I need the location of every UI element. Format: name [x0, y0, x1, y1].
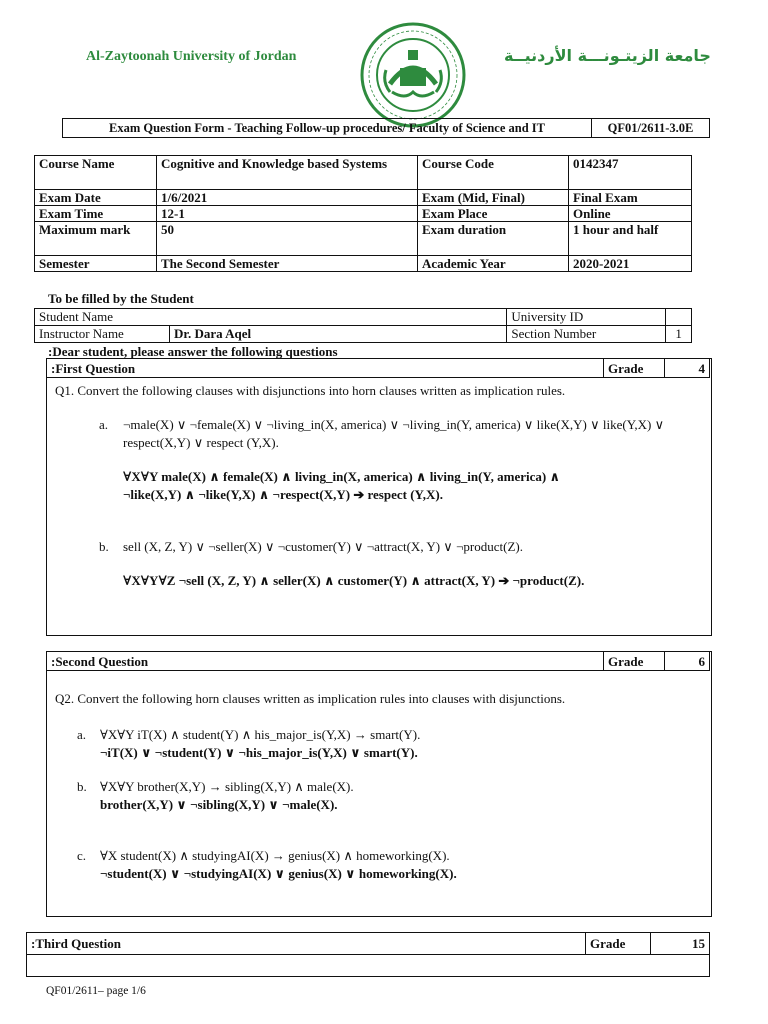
academic-year-label: Academic Year [418, 256, 569, 272]
exam-info-table [34, 155, 692, 272]
university-name-english: Al-Zaytoonah University of Jordan [86, 49, 297, 64]
exam-place-value: Online [569, 206, 692, 222]
course-code-value: 0142347 [569, 156, 692, 190]
third-question-grade-label: Grade [586, 933, 651, 955]
q1-b-marker: b. [99, 539, 109, 554]
university-id-field[interactable] [666, 309, 692, 326]
q1-prompt: Q1. Convert the following clauses with disjunctions into horn clauses written as implication rules. [55, 383, 566, 398]
second-question-title: :Second Question [47, 652, 604, 671]
q2-b-marker: b. [77, 779, 87, 794]
exam-type-label: Exam (Mid, Final) [418, 190, 569, 206]
section-number-value: 1 [666, 326, 692, 343]
university-id-label: University ID [507, 309, 666, 326]
academic-year-value: 2020-2021 [569, 256, 692, 272]
exam-date-label: Exam Date [35, 190, 157, 206]
q1-b-answer: ∀X∀Y∀Z ¬sell (X, Z, Y) ∧ seller(X) ∧ customer(Y) ∧ attract(X, Y) ➔ ¬product(Z). [123, 573, 585, 588]
instructions-text: :Dear student, please answer the following questions [48, 344, 338, 359]
student-name-label: Student Name [35, 309, 507, 326]
third-question-table [26, 932, 710, 977]
maximum-mark-value: 50 [157, 222, 418, 256]
q2-a-answer: ¬iT(X) ∨ ¬student(Y) ∨ ¬his_major_is(Y,X) ∨ smart(Y). [100, 745, 418, 760]
exam-time-label: Exam Time [35, 206, 157, 222]
maximum-mark-label: Maximum mark [35, 222, 157, 256]
q1-a-marker: a. [99, 417, 109, 432]
q2-b-answer: brother(X,Y) ∨ ¬sibling(X,Y) ∨ ¬male(X). [100, 797, 338, 812]
second-question-header [46, 651, 710, 671]
exam-date-value: 1/6/2021 [157, 190, 418, 206]
second-question-grade-value: 6 [665, 652, 710, 671]
page-footer: QF01/2611– page 1/6 [46, 985, 146, 997]
second-question-grade-label: Grade [604, 652, 665, 671]
q2-b-clause: ∀X∀Y brother(X,Y) → sibling(X,Y) ∧ male(X). [100, 779, 354, 794]
course-name-label: Course Name [35, 156, 157, 190]
q1-b-clause: sell (X, Z, Y) ∨ ¬seller(X) ∨ ¬customer(Y) ∨ ¬attract(X, Y) ∨ ¬product(Z). [123, 539, 523, 554]
q1-a-answer-line1: ∀X∀Y male(X) ∧ female(X) ∧ living_in(X, america) ∧ living_in(Y, america) ∧ [123, 469, 561, 484]
exam-time-value: 12-1 [157, 206, 418, 222]
q2-c-clause: ∀X student(X) ∧ studyingAI(X) → genius(X) ∧ homeworking(X). [100, 848, 450, 863]
exam-type-value: Final Exam [569, 190, 692, 206]
q2-c-marker: c. [77, 848, 87, 863]
section-number-label: Section Number [507, 326, 666, 343]
instructor-name-value: Dr. Dara Aqel [170, 326, 507, 343]
q1-a-clause: ¬male(X) ∨ ¬female(X) ∨ ¬living_in(X, america) ∨ ¬living_in(Y, america) ∨ like(X,Y) ∨ like(Y,X) ∨ respect(X,Y) ∨ respect (Y,X). [123, 417, 665, 450]
university-name-arabic: جامعة الزيتـونـــة الأردنيــة [504, 46, 711, 65]
exam-duration-value: 1 hour and half [569, 222, 692, 256]
q1-a-answer-line2: ¬like(X,Y) ∧ ¬like(Y,X) ∧ ¬respect(X,Y) ➔ respect (Y,X). [123, 487, 443, 502]
student-section-heading: To be filled by the Student [48, 291, 194, 306]
first-question-header [46, 358, 710, 378]
q2-a-clause: ∀X∀Y iT(X) ∧ student(Y) ∧ his_major_is(Y,X) → smart(Y). [100, 727, 421, 742]
course-code-label: Course Code [418, 156, 569, 190]
third-question-grade-value: 15 [651, 933, 710, 955]
exam-duration-label: Exam duration [418, 222, 569, 256]
third-question-title: :Third Question [27, 933, 586, 955]
form-title-table [62, 118, 710, 138]
q2-a-marker: a. [77, 727, 87, 742]
student-info-table [34, 308, 692, 343]
course-name-value: Cognitive and Knowledge based Systems [157, 156, 418, 190]
instructor-name-label: Instructor Name [35, 326, 170, 343]
university-logo [360, 22, 466, 128]
form-code: QF01/2611-3.0E [592, 119, 710, 138]
first-question-grade-value: 4 [665, 359, 710, 378]
form-title: Exam Question Form - Teaching Follow-up procedures/ Faculty of Science and IT [63, 119, 592, 138]
semester-label: Semester [35, 256, 157, 272]
q2-c-answer: ¬student(X) ∨ ¬studyingAI(X) ∨ genius(X) ∨ homeworking(X). [100, 866, 457, 881]
semester-value: The Second Semester [157, 256, 418, 272]
first-question-grade-label: Grade [604, 359, 665, 378]
q2-prompt: Q2. Convert the following horn clauses written as implication rules into clauses with disjunctions. [55, 691, 566, 706]
first-question-title: :First Question [47, 359, 604, 378]
exam-place-label: Exam Place [418, 206, 569, 222]
third-question-body [27, 955, 710, 977]
